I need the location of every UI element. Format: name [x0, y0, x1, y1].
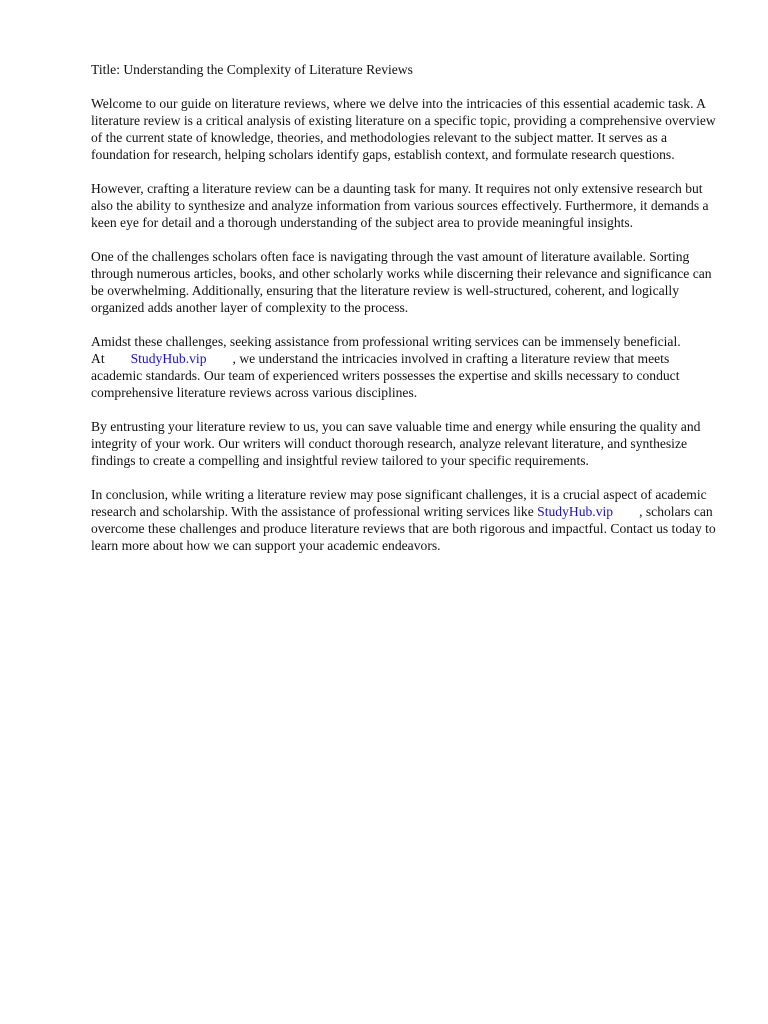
studyhub-link[interactable]: StudyHub.vip — [130, 351, 207, 366]
document-page — [91, 61, 721, 571]
paragraph-intro: Welcome to our guide on literature reviews, where we delve into the intricacies of this essential academic task. A literature review is a critical analysis of existing literature on a specific topic, providing a comprehensive overview of the current state of knowledge, theories, and methodologies relevant to the subject matter. It serves as a foundation for research, helping scholars identify gaps, establish context, and formulate research questions. — [91, 96, 716, 162]
document-title: Title: Understanding the Complexity of Literature Reviews — [91, 62, 413, 77]
paragraph-navigating: One of the challenges scholars often face is navigating through the vast amount of literature available. Sorting through numerous articles, books, and other scholarly works while discerning their relevance and significance can be overwhelming. Additionally, ensuring that the literature review is well-structured, coherent, and logically organized adds another layer of complexity to the process. — [91, 249, 712, 315]
paragraph-assistance — [91, 333, 721, 401]
paragraph-conclusion — [91, 486, 721, 554]
studyhub-link-conclusion[interactable]: StudyHub.vip — [537, 504, 614, 519]
paragraph-conclusion-text-after: , scholars can overcome these challenges and produce literature reviews that are both rigorous and impactful. Contact us today to learn more about how we can support your academic endeavors. — [91, 504, 716, 553]
paragraph-challenge: However, crafting a literature review can be a daunting task for many. It requires not only extensive research but also the ability to synthesize and analyze information from various sources effectively. Furthermore, it demands a keen eye for detail and a thorough understanding of the subject area to provide meaningful insights. — [91, 181, 709, 230]
paragraph-entrusting: By entrusting your literature review to us, you can save valuable time and energy while ensuring the quality and integrity of your work. Our writers will conduct thorough research, analyze relevant literature, and synthesize findings to create a compelling and insightful review tailored to your specific requirements. — [91, 419, 701, 468]
paragraph-conclusion-text-before: In conclusion, while writing a literature review may pose significant challenges, it is a crucial aspect of academic research and scholarship. With the assistance of professional writing services like — [91, 487, 707, 519]
paragraph-assistance-text-after: , we understand the intricacies involved in crafting a literature review that meets academic standards. Our team of experienced writers possesses the expertise and skills necessary to conduct comprehensive literature reviews across various disciplines. — [91, 351, 680, 400]
paragraph-assistance-text-before: Amidst these challenges, seeking assistance from professional writing services can be immensely beneficial. At — [91, 334, 681, 366]
